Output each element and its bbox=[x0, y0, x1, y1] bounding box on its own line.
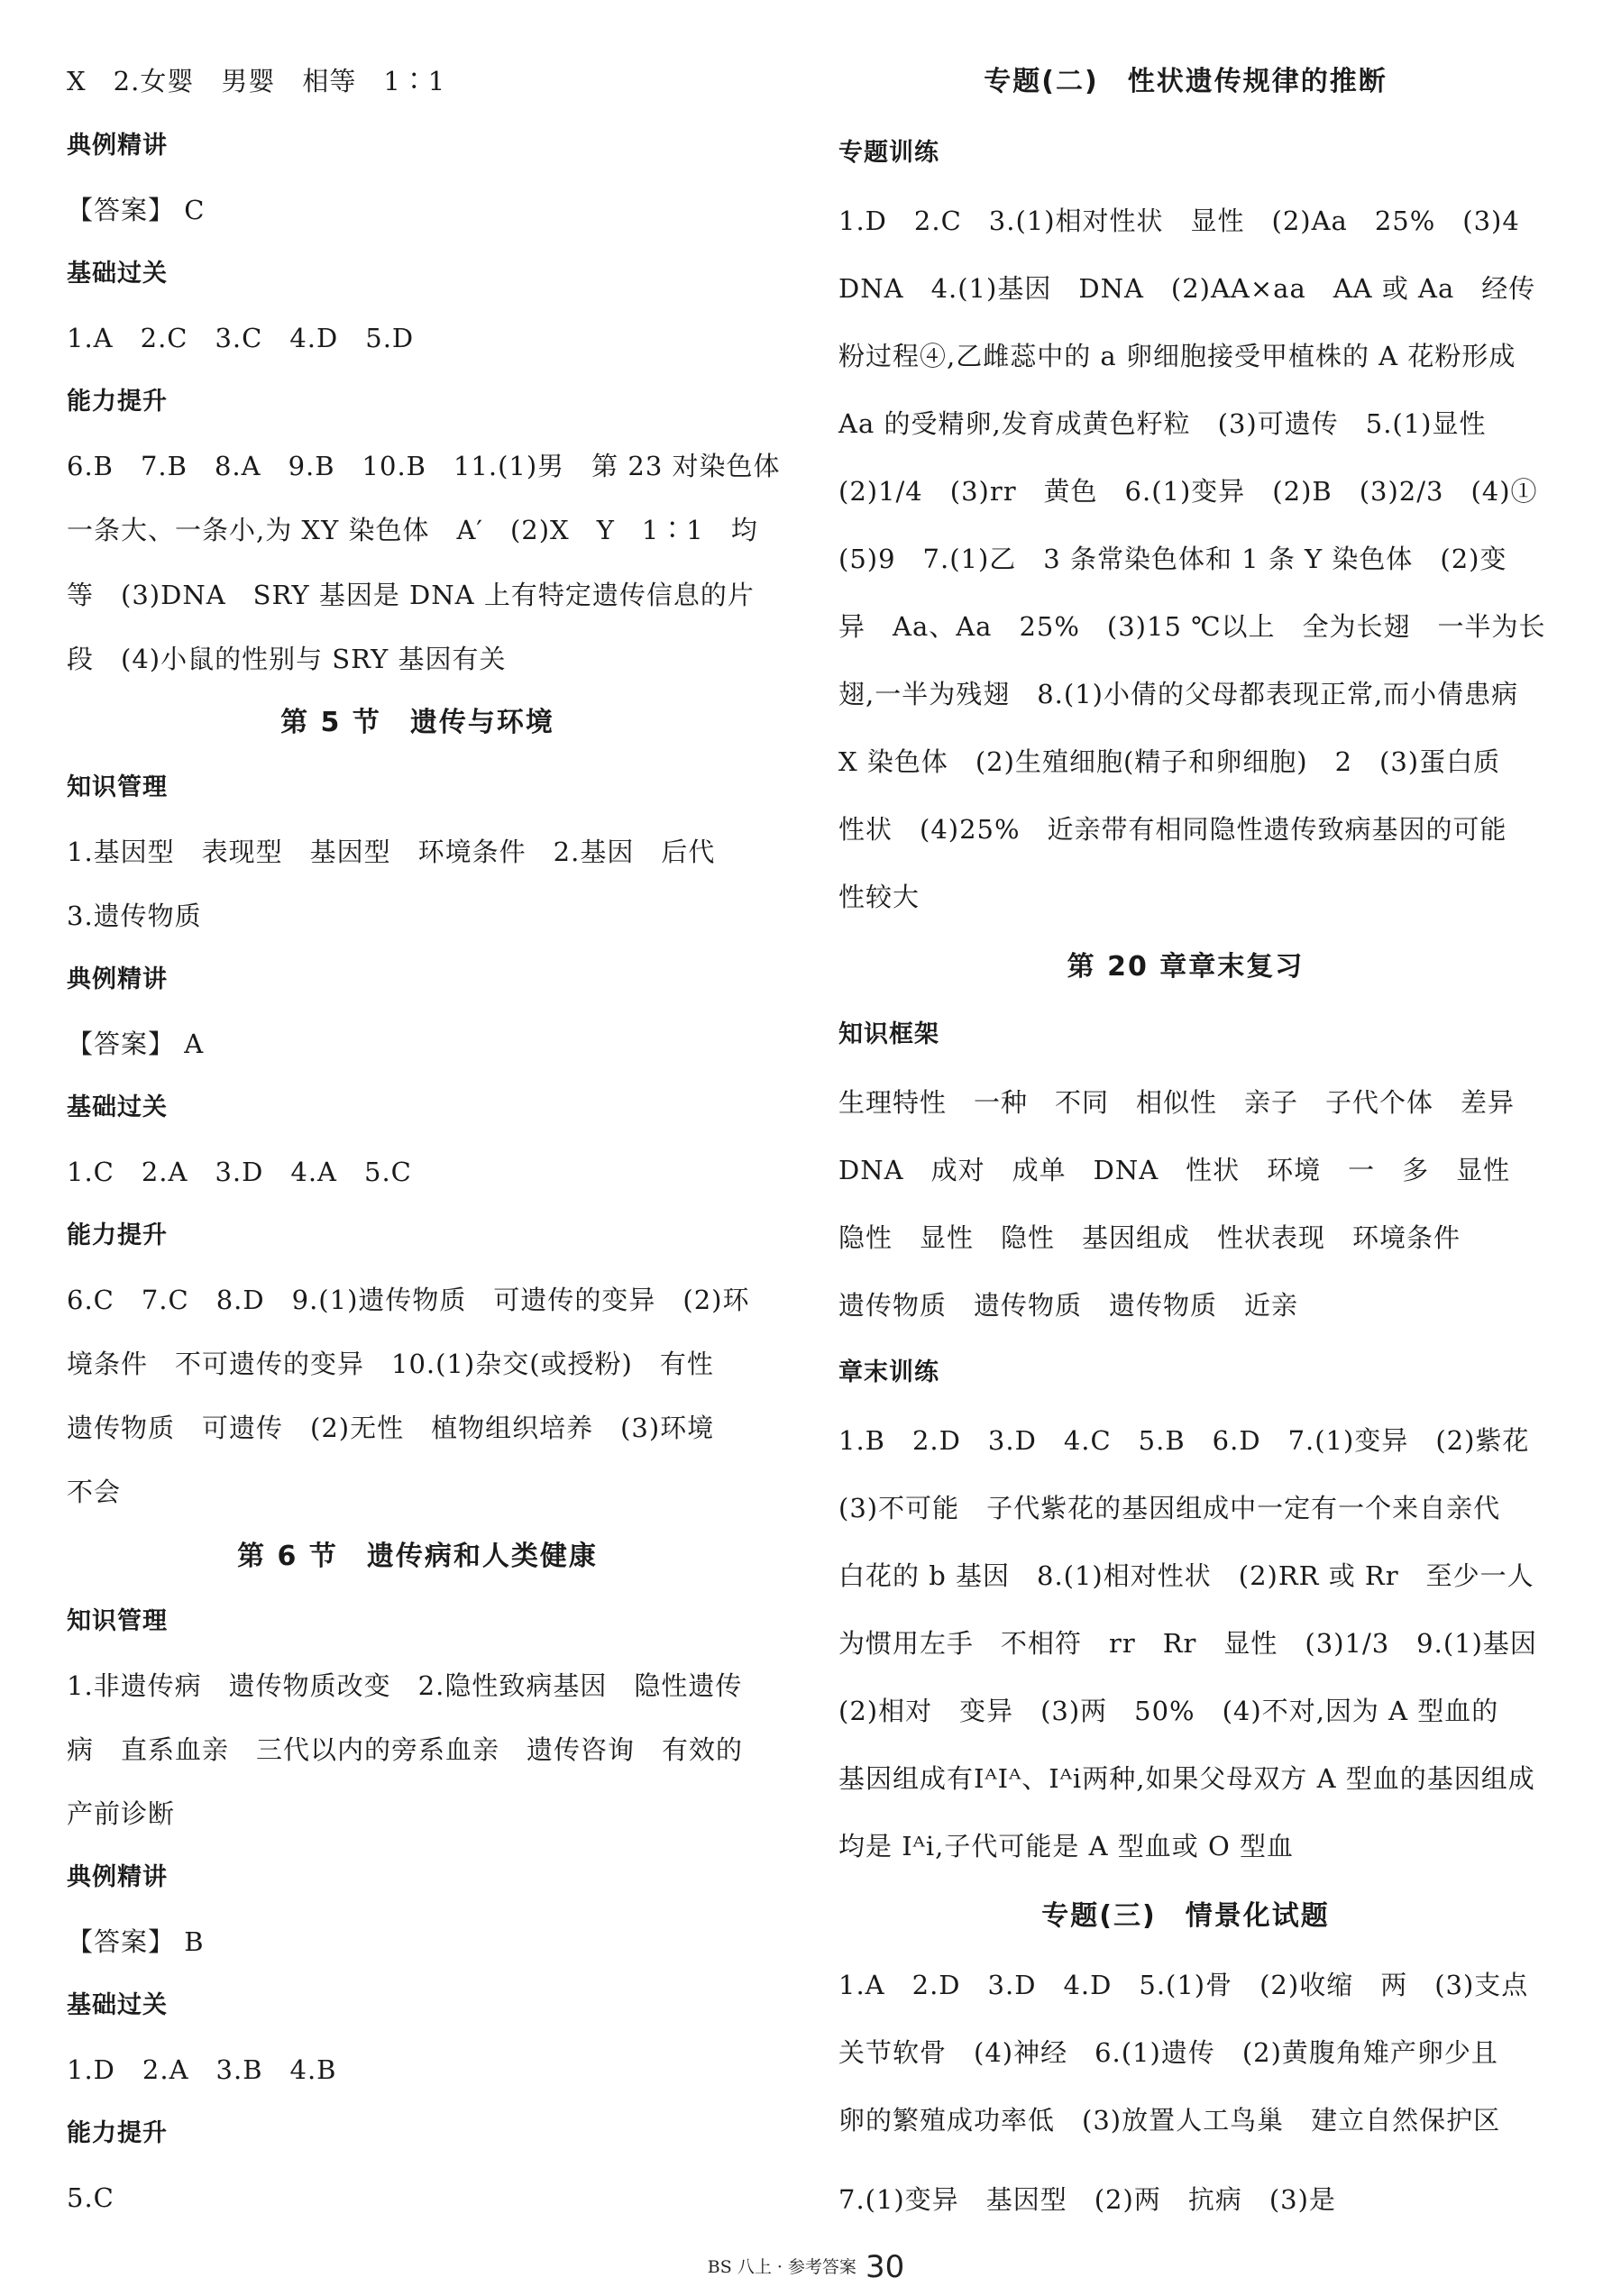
answer-line: X 染色体 (2)生殖细胞(精子和卵细胞) 2 (3)蛋白质 bbox=[838, 746, 1501, 777]
section-heading: 能力提升 bbox=[67, 388, 168, 416]
section-heading: 基础过关 bbox=[67, 1093, 168, 1121]
answer-line: 性状 (4)25% 近亲带有相同隐性遗传致病基因的可能 bbox=[838, 814, 1507, 845]
page-footer bbox=[0, 2249, 1612, 2285]
answer-line: 性较大 bbox=[838, 882, 920, 912]
answer-line: (3)不可能 子代紫花的基因组成中一定有一个来自亲代 bbox=[838, 1493, 1501, 1523]
answer-line: 产前诊断 bbox=[67, 1798, 176, 1829]
page-number: 30 bbox=[865, 2249, 905, 2285]
answer-line: 1.B 2.D 3.D 4.C 5.B 6.D 7.(1)变异 (2)紫花 bbox=[838, 1425, 1530, 1456]
section-heading: 基础过关 bbox=[67, 260, 168, 288]
answer-line: 隐性 显性 隐性 基因组成 性状表现 环境条件 bbox=[838, 1222, 1461, 1253]
answer-line: 1.A 2.D 3.D 4.D 5.(1)骨 (2)收缩 两 (3)支点 bbox=[838, 1970, 1529, 2000]
answer-line: 均是 Iᴬi,子代可能是 A 型血或 O 型血 bbox=[838, 1831, 1294, 1861]
answer-line: 段 (4)小鼠的性别与 SRY 基因有关 bbox=[67, 644, 507, 674]
answer-line: Aa 的受精卵,发育成黄色籽粒 (3)可遗传 5.(1)显性 bbox=[838, 408, 1487, 439]
chapter-title: 第 20 章章末复习 bbox=[1067, 951, 1305, 983]
answer-line: 遗传物质 可遗传 (2)无性 植物组织培养 (3)环境 bbox=[67, 1413, 715, 1443]
answer-line: 生理特性 一种 不同 相似性 亲子 子代个体 差异 bbox=[838, 1087, 1516, 1118]
answer-line: 基因组成有IᴬIᴬ、Iᴬi两种,如果父母双方 A 型血的基因组成 bbox=[838, 1763, 1535, 1794]
section-heading: 知识框架 bbox=[838, 1020, 939, 1048]
answer-line: 异 Aa、Aa 25% (3)15 ℃以上 全为长翅 一半为长 bbox=[838, 611, 1546, 642]
answer-line: DNA 成对 成单 DNA 性状 环境 一 多 显性 bbox=[838, 1155, 1511, 1185]
answer-line: 1.C 2.A 3.D 4.A 5.C bbox=[67, 1157, 412, 1187]
answer-line: DNA 4.(1)基因 DNA (2)AA×aa AA 或 Aa 经传 bbox=[838, 273, 1536, 304]
section-heading: 能力提升 bbox=[67, 1221, 168, 1249]
section-heading: 知识管理 bbox=[67, 1607, 168, 1635]
answer-line: 6.B 7.B 8.A 9.B 10.B 11.(1)男 第 23 对染色体 bbox=[67, 451, 781, 481]
answer-line: 【答案】 C bbox=[67, 195, 206, 225]
section-heading: 章末训练 bbox=[838, 1358, 939, 1386]
answer-line: 不会 bbox=[67, 1477, 122, 1507]
answer-line: 1.基因型 表现型 基因型 环境条件 2.基因 后代 bbox=[67, 837, 716, 867]
answer-line: (5)9 7.(1)乙 3 条常染色体和 1 条 Y 染色体 (2)变 bbox=[838, 544, 1507, 574]
section-heading: 专题训练 bbox=[838, 139, 939, 167]
answer-line: 一条大、一条小,为 XY 染色体 A′ (2)X Y 1∶1 均 bbox=[67, 515, 758, 545]
section-heading: 基础过关 bbox=[67, 1991, 168, 2019]
answer-line: 1.D 2.A 3.B 4.B bbox=[67, 2054, 337, 2085]
answer-line: 3.遗传物质 bbox=[67, 901, 202, 931]
answer-line: 【答案】 A bbox=[67, 1029, 205, 1059]
answer-line: 1.非遗传病 遗传物质改变 2.隐性致病基因 隐性遗传 bbox=[67, 1670, 743, 1701]
answer-line: 病 直系血亲 三代以内的旁系血亲 遗传咨询 有效的 bbox=[67, 1734, 744, 1765]
answer-line: (2)1/4 (3)rr 黄色 6.(1)变异 (2)B (3)2/3 (4)① bbox=[838, 476, 1538, 507]
answer-line: 卵的繁殖成功率低 (3)放置人工鸟巢 建立自然保护区 bbox=[838, 2105, 1501, 2136]
answer-line: 5.C bbox=[67, 2182, 114, 2213]
answer-line: X 2.女婴 男婴 相等 1∶1 bbox=[67, 66, 446, 96]
answer-line: 翅,一半为残翅 8.(1)小倩的父母都表现正常,而小倩患病 bbox=[838, 679, 1519, 709]
answer-line: 白花的 b 基因 8.(1)相对性状 (2)RR 或 Rr 至少一人 bbox=[838, 1560, 1534, 1591]
topic-title: 专题(三) 情景化试题 bbox=[1041, 1900, 1330, 1932]
topic-title: 专题(二) 性状遗传规律的推断 bbox=[984, 66, 1388, 97]
answer-line: 【答案】 B bbox=[67, 1926, 205, 1957]
answer-line: 为惯用左手 不相符 rr Rr 显性 (3)1/3 9.(1)基因 bbox=[838, 1628, 1537, 1659]
answer-line: 境条件 不可遗传的变异 10.(1)杂交(或授粉) 有性 bbox=[67, 1349, 714, 1379]
answer-line: 7.(1)变异 基因型 (2)两 抗病 (3)是 bbox=[838, 2184, 1336, 2215]
section-heading: 典例精讲 bbox=[67, 965, 168, 993]
lesson-title: 第 6 节 遗传病和人类健康 bbox=[237, 1541, 598, 1572]
answer-line: 关节软骨 (4)神经 6.(1)遗传 (2)黄腹角雉产卵少且 bbox=[838, 2037, 1498, 2068]
answer-line: 1.D 2.C 3.(1)相对性状 显性 (2)Aa 25% (3)4 bbox=[838, 206, 1520, 236]
answer-line: 遗传物质 遗传物质 遗传物质 近亲 bbox=[838, 1290, 1299, 1321]
answer-line: 粉过程④,乙雌蕊中的 a 卵细胞接受甲植株的 A 花粉形成 bbox=[838, 341, 1516, 371]
section-heading: 典例精讲 bbox=[67, 132, 168, 160]
answer-line: 等 (3)DNA SRY 基因是 DNA 上有特定遗传信息的片 bbox=[67, 580, 755, 610]
lesson-title: 第 5 节 遗传与环境 bbox=[280, 707, 554, 738]
answer-line: (2)相对 变异 (3)两 50% (4)不对,因为 A 型血的 bbox=[838, 1696, 1499, 1726]
section-heading: 能力提升 bbox=[67, 2119, 168, 2147]
footer-label: BS 八上 · 参考答案 bbox=[707, 2257, 856, 2277]
answer-line: 1.A 2.C 3.C 4.D 5.D bbox=[67, 323, 415, 353]
section-heading: 典例精讲 bbox=[67, 1863, 168, 1891]
answer-line: 6.C 7.C 8.D 9.(1)遗传物质 可遗传的变异 (2)环 bbox=[67, 1285, 750, 1315]
section-heading: 知识管理 bbox=[67, 773, 168, 801]
